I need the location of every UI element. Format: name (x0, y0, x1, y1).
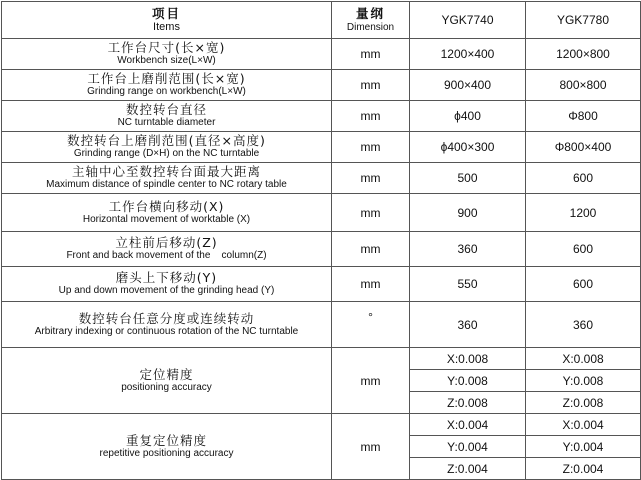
table-row (2, 232, 641, 267)
row-label-en: Front and back movement of the column(Z) (66, 250, 267, 261)
row-dimension: mm (332, 39, 410, 70)
row-value-a: ϕ400 (410, 101, 526, 132)
row-label-cn: 主轴中心至数控转台面最大距离 (71, 164, 261, 179)
positioning-row-x (2, 348, 641, 370)
row-label-en: Workbench size(L×W) (117, 55, 216, 66)
row-value-a: 550 (410, 267, 526, 302)
table-row (2, 302, 641, 348)
row-value-a: 360 (410, 232, 526, 267)
row-dimension: mm (332, 132, 410, 163)
positioning-label-en: positioning accuracy (121, 381, 212, 393)
row-label-en: Grinding range on workbench(L×W) (87, 86, 246, 97)
table-row (2, 194, 641, 232)
row-label-en: NC turntable diameter (117, 117, 216, 128)
positioning-a-z: Z:0.008 (410, 392, 526, 414)
spec-table (1, 1, 641, 480)
repetitive-a-x: X:0.004 (410, 414, 526, 436)
row-value-a: 900 (410, 194, 526, 232)
repetitive-b-x: X:0.004 (526, 414, 641, 436)
repetitive-b-z: Z:0.004 (526, 458, 641, 480)
row-value-b: Φ800 (526, 101, 641, 132)
row-value-b: Φ800×400 (526, 132, 641, 163)
row-label-en: Horizontal movement of worktable (X) (82, 213, 251, 225)
row-dimension: mm (332, 70, 410, 101)
table-row (2, 101, 641, 132)
row-value-b: 1200×800 (526, 39, 641, 70)
repetitive-a-z: Z:0.004 (410, 458, 526, 480)
row-dimension: mm (332, 267, 410, 302)
row-label-cn: 数控转台直径 (125, 102, 207, 117)
row-value-b: 360 (526, 302, 641, 348)
row-value-a: 360 (410, 302, 526, 348)
repetitive-b-y: Y:0.004 (526, 436, 641, 458)
positioning-label-cn: 定位精度 (139, 366, 194, 382)
row-label-en: Grinding range (D×H) on the NC turntable (73, 148, 260, 159)
repetitive-dimension: mm (332, 414, 410, 480)
row-value-b: 600 (526, 267, 641, 302)
row-value-a: ϕ400×300 (410, 132, 526, 163)
table-row (2, 39, 641, 70)
header-items-cn: 项目 (151, 5, 181, 21)
header-model-b: YGK7780 (526, 2, 641, 39)
header-row (2, 2, 641, 39)
positioning-a-x: X:0.008 (410, 348, 526, 370)
row-label-en: Arbitrary indexing or continuous rotation of the NC turntable (34, 325, 299, 337)
header-items-en: Items (153, 20, 180, 33)
table-row (2, 163, 641, 194)
header-items (2, 2, 332, 39)
row-label-en: Up and down movement of the grinding head (Y) (58, 285, 275, 296)
positioning-label (2, 348, 332, 414)
row-label-cn: 工作台上磨削范围(长×宽) (87, 71, 246, 86)
row-label-en: Maximum distance of spindle center to NC rotary table (46, 179, 287, 190)
row-dimension: mm (332, 163, 410, 194)
header-dimension-cn: 量纲 (355, 5, 385, 21)
row-value-b: 800×800 (526, 70, 641, 101)
row-value-a: 500 (410, 163, 526, 194)
row-label-cn: 立柱前后移动(Z) (115, 235, 218, 250)
row-dimension: mm (332, 101, 410, 132)
positioning-b-y: Y:0.008 (526, 370, 641, 392)
positioning-a-y: Y:0.008 (410, 370, 526, 392)
table-row (2, 70, 641, 101)
row-label-cn: 数控转台上磨削范围(直径×高度) (67, 133, 266, 148)
table-row (2, 132, 641, 163)
row-value-b: 1200 (526, 194, 641, 232)
row-label-cn: 数控转台任意分度或连续转动 (78, 310, 255, 326)
positioning-b-z: Z:0.008 (526, 392, 641, 414)
row-label-cn: 工作台横向移动(X) (108, 198, 225, 214)
header-dimension (332, 2, 410, 39)
header-model-a: YGK7740 (410, 2, 526, 39)
row-value-b: 600 (526, 163, 641, 194)
repetitive-label-en: repetitive positioning accuracy (99, 447, 234, 459)
row-dimension: mm (332, 194, 410, 232)
row-value-a: 1200×400 (410, 39, 526, 70)
row-label-cn: 磨头上下移动(Y) (115, 270, 218, 285)
row-value-b: 600 (526, 232, 641, 267)
positioning-b-x: X:0.008 (526, 348, 641, 370)
row-label-cn: 工作台尺寸(长×宽) (107, 40, 226, 55)
row-dimension: ° (332, 302, 410, 348)
positioning-dimension: mm (332, 348, 410, 414)
repetitive-a-y: Y:0.004 (410, 436, 526, 458)
repetitive-row-x (2, 414, 641, 436)
repetitive-label-cn: 重复定位精度 (125, 432, 207, 448)
repetitive-label (2, 414, 332, 480)
row-dimension: mm (332, 232, 410, 267)
header-dimension-en: Dimension (346, 21, 395, 33)
row-value-a: 900×400 (410, 70, 526, 101)
table-row (2, 267, 641, 302)
